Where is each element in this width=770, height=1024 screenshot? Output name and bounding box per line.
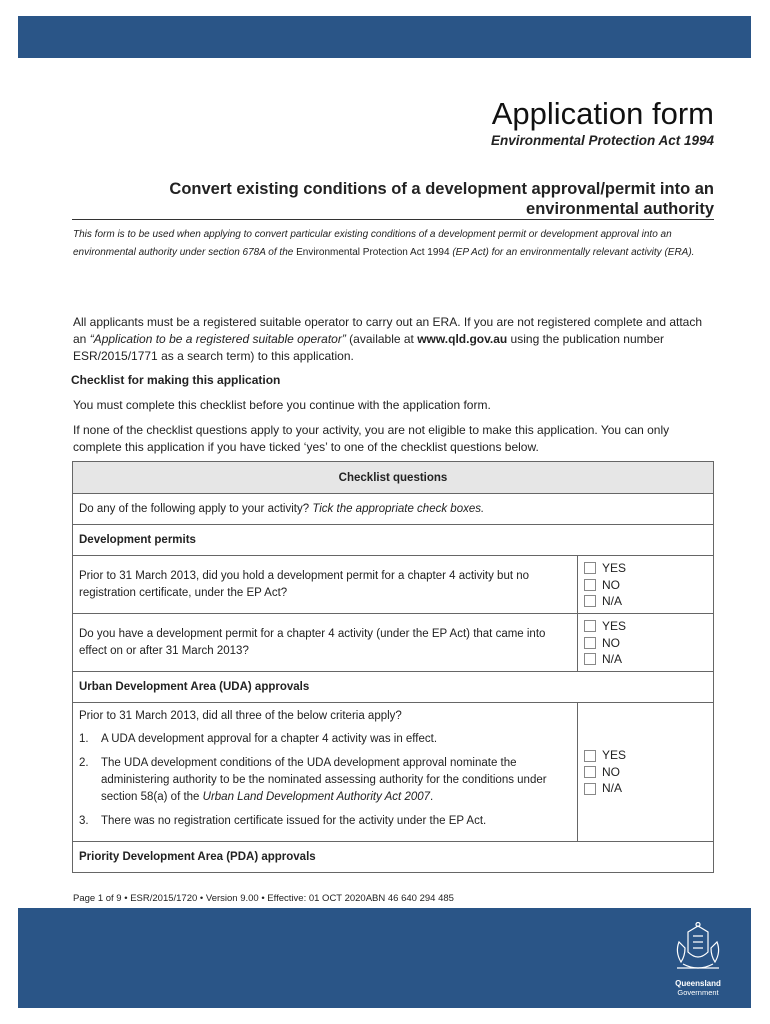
form-heading: Convert existing conditions of a development approval/permit into an environmental authority xyxy=(169,180,714,218)
section-row xyxy=(73,672,714,703)
section-uda: Urban Development Area (UDA) approvals xyxy=(73,672,714,703)
question-row xyxy=(73,614,714,672)
logo-government: Government xyxy=(677,988,719,997)
q3-yes-checkbox[interactable] xyxy=(584,750,596,762)
q3-yes-label: YES xyxy=(602,748,627,762)
question-row xyxy=(73,703,714,842)
page-title: Application form xyxy=(491,96,714,131)
page-footer: Page 1 of 9 • ESR/2015/1720 • Version 9.00 • Effective: 01 OCT 2020ABN 46 640 294 485 xyxy=(73,893,454,904)
question-3-cell xyxy=(73,703,578,842)
instruction-row xyxy=(73,494,714,525)
question-1-options xyxy=(578,556,714,614)
table-header: Checklist questions xyxy=(73,462,714,494)
criterion-3-text: There was no registration certificate issued for the activity under the EP Act. xyxy=(101,814,487,827)
question-row xyxy=(73,556,714,614)
intro-part2: (EP Act) for an environmentally relevant activity (ERA). xyxy=(449,247,695,258)
table-header-row xyxy=(73,462,714,494)
q3-no-label: NO xyxy=(602,764,620,779)
applicants-part1: All applicants must be a registered suitable operator to carry out an ERA. If you are not registered complete and attach an xyxy=(73,315,703,346)
q1-no[interactable] xyxy=(584,576,707,593)
q1-no-checkbox[interactable] xyxy=(584,579,596,591)
q1-na[interactable] xyxy=(584,593,707,610)
q1-yes[interactable] xyxy=(584,560,707,577)
checklist-heading: Checklist for making this application xyxy=(71,373,281,387)
q2-na-label: N/A xyxy=(602,652,623,666)
criterion-1-text: A UDA development approval for a chapter 4 activity was in effect. xyxy=(101,732,438,745)
list-item xyxy=(79,755,571,806)
criterion-2-content xyxy=(101,755,571,806)
instruction-text: Do any of the following apply to your activity? xyxy=(79,503,313,515)
criterion-2-text: The UDA development conditions of the UDA development approval nominate the administering authority to be the nominated assessing authority for the conditions under section 58(a) of the xyxy=(101,756,547,803)
applicants-paragraph xyxy=(73,314,718,365)
checklist-eligibility: If none of the checklist questions apply to your activity, you are not eligible to make this application. You can only complete this application if you have ticked ‘yes’ to one of the checklist questions below. xyxy=(73,423,670,454)
q2-na-checkbox[interactable] xyxy=(584,653,596,665)
section-row xyxy=(73,525,714,556)
criterion-2-number: 2. xyxy=(79,756,89,769)
list-item xyxy=(79,813,571,830)
q1-no-label: NO xyxy=(602,577,620,592)
q3-no-checkbox[interactable] xyxy=(584,766,596,778)
q1-na-label: N/A xyxy=(602,594,623,608)
intro-text xyxy=(73,226,703,262)
question-3-options xyxy=(578,703,714,842)
criterion-1-number: 1. xyxy=(79,732,89,745)
crest-icon xyxy=(671,922,725,974)
heading-divider xyxy=(72,219,714,220)
q2-yes[interactable] xyxy=(584,618,707,635)
website-link[interactable]: www.qld.gov.au xyxy=(417,332,508,346)
instruction-italic: Tick the appropriate check boxes. xyxy=(312,503,485,515)
question-2-options xyxy=(578,614,714,672)
applicants-quoted: “Application to be a registered suitable operator” xyxy=(89,332,346,346)
applicants-part3: using the publication number ESR/2015/1771 as a search term) to this application. xyxy=(73,332,664,363)
question-1-text: Prior to 31 March 2013, did you hold a development permit for a chapter 4 activity but no registration certificate, under the EP Act? xyxy=(73,556,578,614)
intro-part1: This form is to be used when applying to convert particular existing conditions of a development permit or development approval into an environmental authority under section 678A of the xyxy=(73,229,672,258)
q3-yes[interactable] xyxy=(584,747,707,764)
q2-yes-checkbox[interactable] xyxy=(584,620,596,632)
bottom-banner xyxy=(18,908,751,1008)
checklist-table xyxy=(72,461,714,873)
q2-no-checkbox[interactable] xyxy=(584,637,596,649)
top-banner xyxy=(18,16,751,58)
criterion-2-act: Urban Land Development Authority Act 2007 xyxy=(202,790,431,803)
instruction-cell xyxy=(73,494,714,525)
applicants-part2: (available at xyxy=(345,332,418,346)
section-pda: Priority Development Area (PDA) approvals xyxy=(73,842,714,873)
q2-na[interactable] xyxy=(584,651,707,668)
intro-act: Environmental Protection Act 1994 xyxy=(296,247,450,258)
checklist-instruction: You must complete this checklist before you continue with the application form. xyxy=(73,398,491,412)
q3-na-label: N/A xyxy=(602,781,623,795)
section-dev-permits: Development permits xyxy=(73,525,714,556)
list-item xyxy=(79,731,571,748)
section-row xyxy=(73,842,714,873)
q1-yes-label: YES xyxy=(602,561,627,575)
q2-yes-label: YES xyxy=(602,619,627,633)
criterion-3-number: 3. xyxy=(79,814,89,827)
act-subtitle: Environmental Protection Act 1994 xyxy=(490,133,714,148)
criterion-2-end: . xyxy=(430,790,434,803)
q2-no-label: NO xyxy=(602,635,620,650)
q2-no[interactable] xyxy=(584,634,707,651)
q1-na-checkbox[interactable] xyxy=(584,595,596,607)
logo-queensland: Queensland xyxy=(675,979,721,988)
q3-no[interactable] xyxy=(584,764,707,781)
criteria-list xyxy=(79,731,571,830)
q3-na[interactable] xyxy=(584,780,707,797)
q3-na-checkbox[interactable] xyxy=(584,783,596,795)
queensland-government-logo xyxy=(671,922,725,1000)
question-3-text: Prior to 31 March 2013, did all three of the below criteria apply? xyxy=(79,709,402,722)
question-2-text: Do you have a development permit for a chapter 4 activity (under the EP Act) that came into effect on or after 31 March 2013? xyxy=(73,614,578,672)
q1-yes-checkbox[interactable] xyxy=(584,562,596,574)
